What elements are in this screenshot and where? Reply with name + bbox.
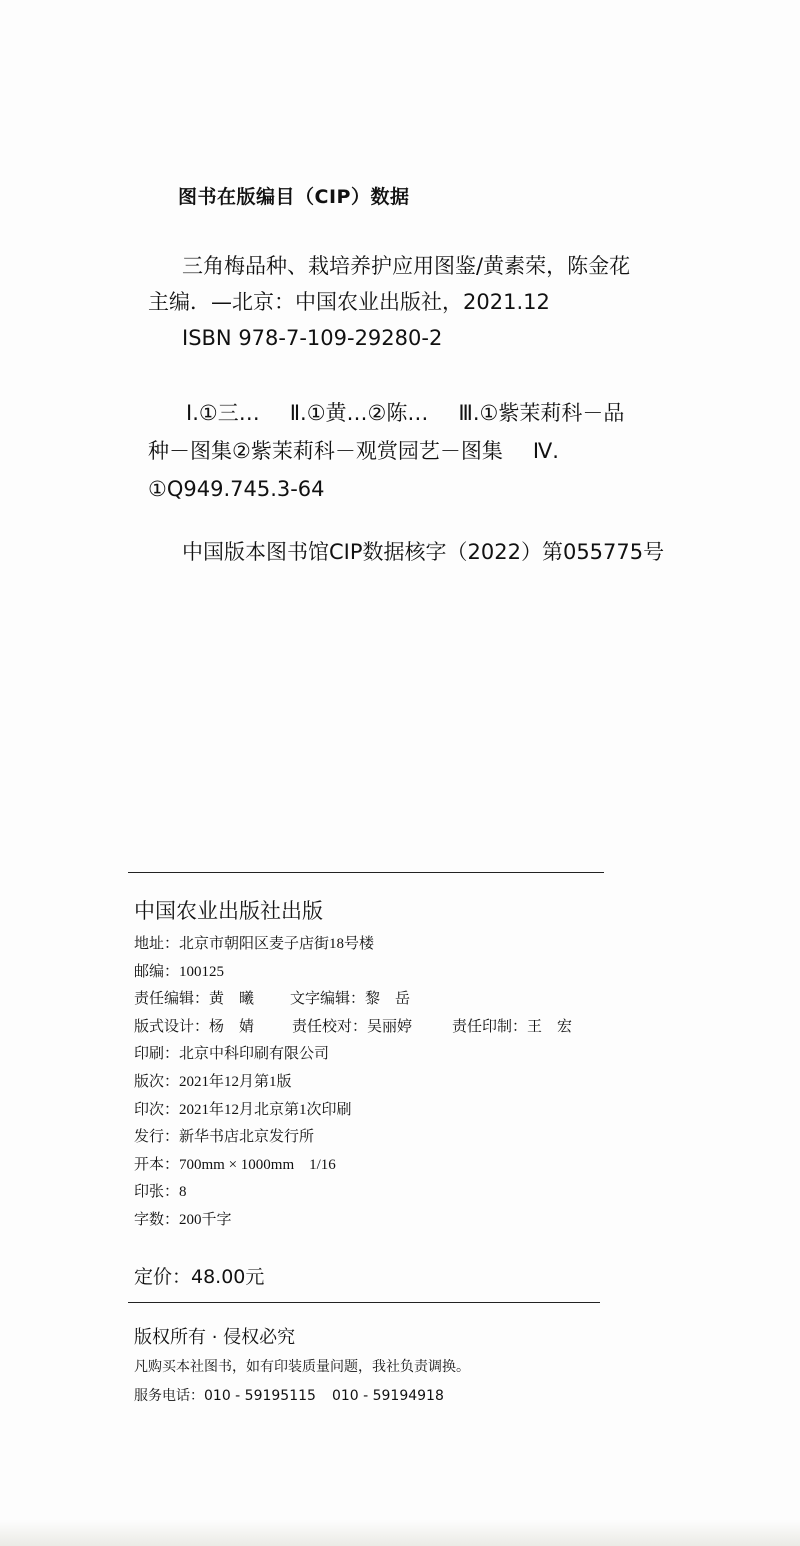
cip-title: 图书在版编目（CIP）数据	[178, 186, 410, 208]
class-part2: Ⅱ.①黄…②陈…	[289, 401, 429, 425]
class-part1: Ⅰ.①三…	[186, 401, 260, 425]
word-count: 字数：200千字	[134, 1211, 232, 1228]
divider-bottom	[128, 1302, 600, 1303]
divider-top	[128, 872, 604, 873]
service-phone	[134, 1385, 444, 1405]
cip-isbn: ISBN 978-7-109-29280-2	[182, 326, 443, 350]
rights-title: 版权所有 · 侵权必究	[134, 1327, 296, 1348]
distributor: 发行：新华书店北京发行所	[134, 1129, 315, 1146]
impression: 印次：2021年12月北京第1次印刷	[134, 1101, 352, 1118]
price: 定价：48.00元	[134, 1266, 265, 1288]
cip-entry-line1: 三角梅品种、栽培养护应用图鉴/黄素荣，陈金花	[182, 254, 631, 278]
designer: 版式设计：杨 婧	[134, 1018, 255, 1035]
publisher-line: 中国农业出版社出版	[134, 899, 323, 923]
imprint-details	[134, 931, 572, 1235]
editor: 责任编辑：黄 曦	[134, 991, 255, 1008]
sheets: 印张：8	[134, 1184, 187, 1201]
class-part4: Ⅳ.	[532, 439, 559, 463]
address: 地址：北京市朝阳区麦子店街18号楼	[134, 936, 375, 952]
cip-approval-number: 中国版本图书馆CIP数据核字（2022）第055775号	[182, 540, 665, 564]
cip-entry-line2: 主编．—北京：中国农业出版社，2021.12	[148, 290, 550, 314]
cip-class-line2	[148, 432, 738, 470]
postcode: 邮编：100125	[134, 963, 225, 980]
cip-class-line1	[148, 394, 738, 432]
format: 开本：700mm × 1000mm 1/16	[134, 1156, 336, 1173]
cip-entry	[148, 248, 728, 356]
print-manager: 责任印制：王 宏	[452, 1018, 573, 1035]
class-part3b: 种－图集②紫茉莉科－观赏园艺－图集	[148, 439, 503, 463]
page-edge-shadow	[0, 1520, 800, 1546]
editor-row	[134, 986, 572, 1014]
edition: 版次：2021年12月第1版	[134, 1073, 292, 1090]
proofreader: 责任校对：吴丽婷	[292, 1018, 413, 1035]
quality-notice: 凡购买本社图书，如有印装质量问题，我社负责调换。	[134, 1359, 470, 1375]
service-phone-2: 010 - 59194918	[331, 1388, 444, 1404]
cip-classification	[148, 394, 738, 508]
cip-class-line3: ①Q949.745.3-64	[148, 477, 325, 501]
service-phone-1: 服务电话：010 - 59195115	[134, 1388, 316, 1404]
design-row	[134, 1014, 572, 1042]
text-editor: 文字编辑：黎 岳	[290, 991, 411, 1008]
printer: 印刷：北京中科印刷有限公司	[134, 1046, 330, 1063]
class-part3a: Ⅲ.①紫茉莉科－品	[458, 401, 625, 425]
